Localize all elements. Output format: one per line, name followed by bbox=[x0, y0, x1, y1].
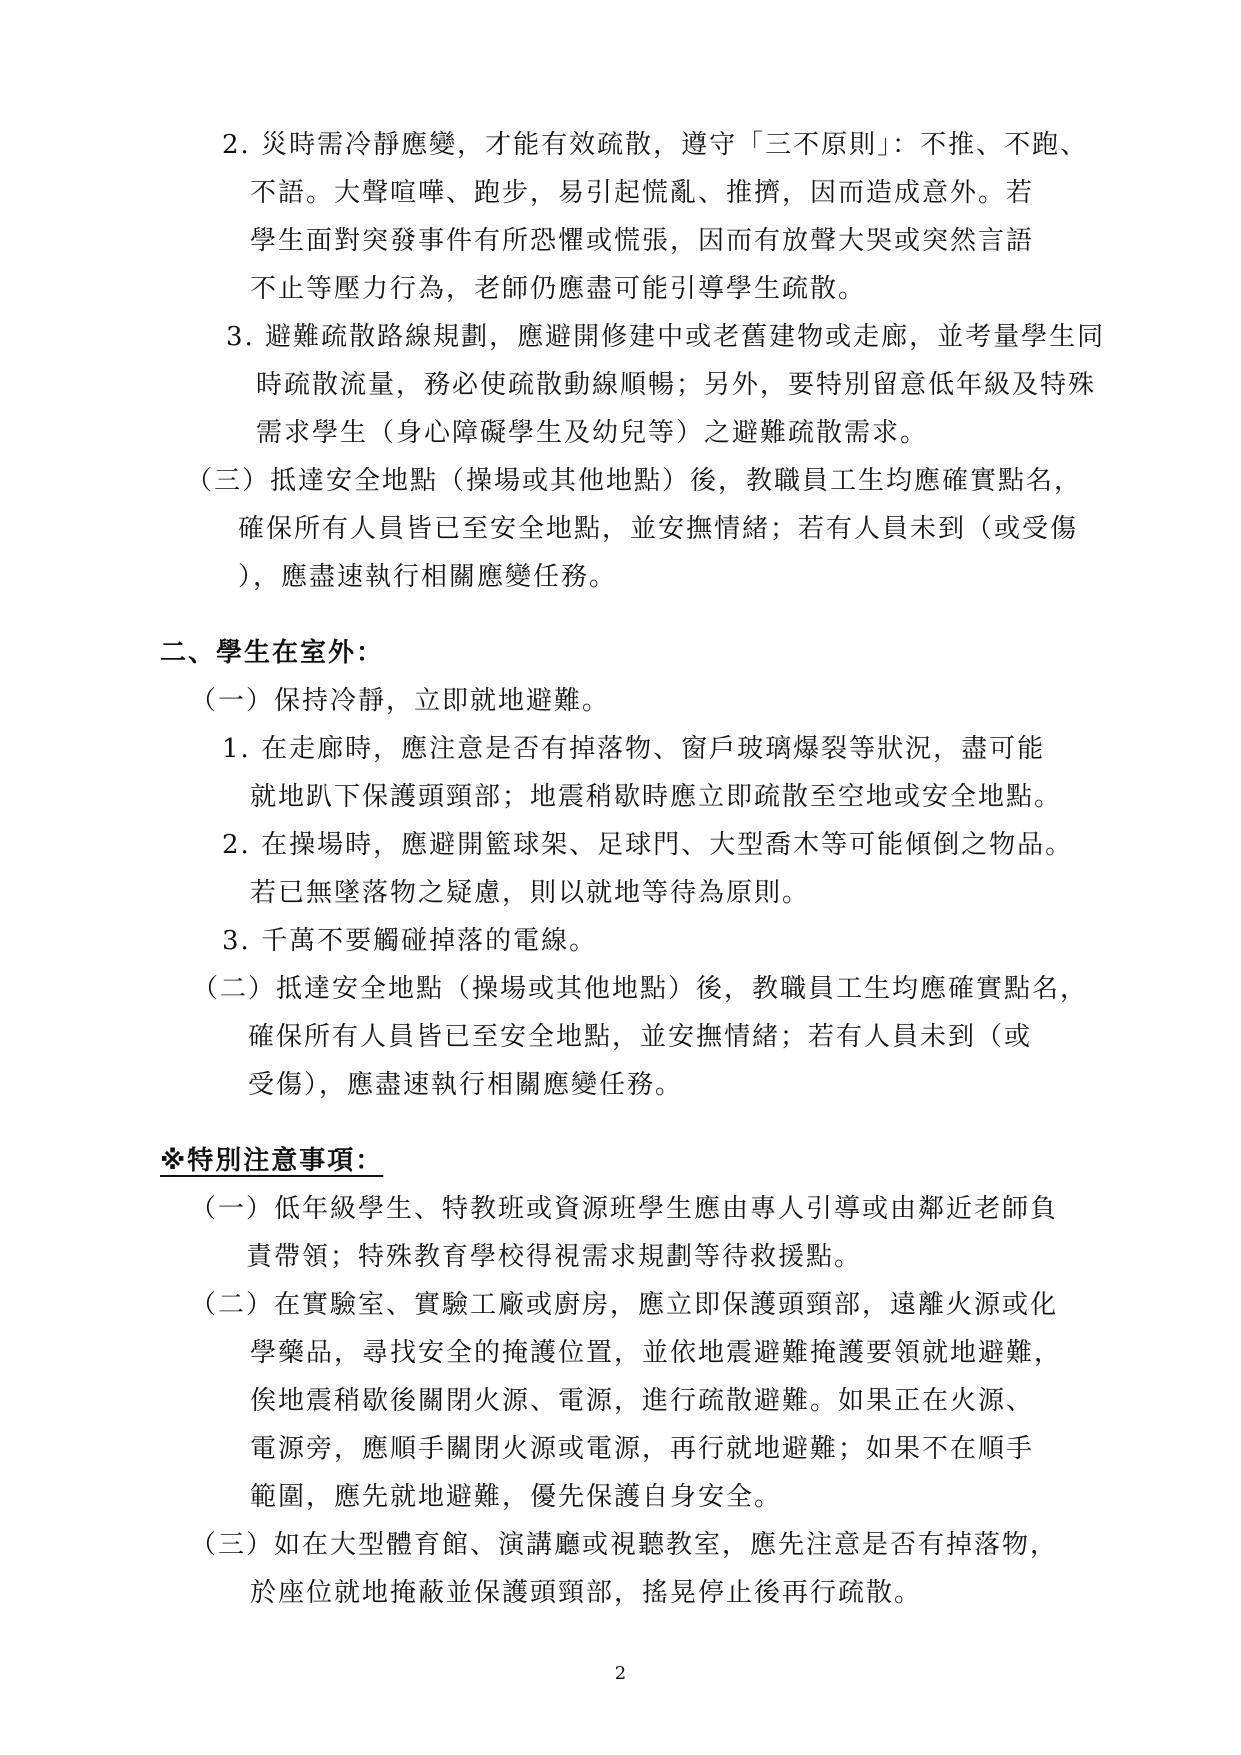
text-line: （三）如在大型體育館、演講廳或視聽教室，應先注意是否有掉落物， bbox=[190, 1530, 1059, 1560]
text-line: 若已無墜落物之疑慮，則以就地等待為原則。 bbox=[250, 878, 811, 908]
text-line: （二）在實驗室、實驗工廠或廚房，應立即保護頭頸部，遠離火源或化 bbox=[190, 1290, 1059, 1320]
text-line: 受傷），應盡速執行相關應變任務。 bbox=[248, 1070, 684, 1100]
text-line: （一）保持冷靜，立即就地避難。 bbox=[190, 686, 611, 716]
text-line: 責帶領；特殊教育學校得視需求規劃等待救援點。 bbox=[246, 1242, 863, 1272]
section-heading-outdoor: 二、學生在室外： bbox=[160, 638, 385, 668]
text-line: 確保所有人員皆已至安全地點，並安撫情緒；若有人員未到（或 bbox=[248, 1022, 1033, 1052]
text-line: 3. 千萬不要觸碰掉落的電線。 bbox=[222, 926, 598, 956]
text-line: 俟地震稍歇後關閉火源、電源，進行疏散避難。如果正在火源、 bbox=[250, 1386, 1035, 1416]
text-line: 確保所有人員皆已至安全地點，並安撫情緒；若有人員未到（或受傷 bbox=[238, 514, 1079, 544]
page-number: 2 bbox=[614, 1663, 627, 1684]
text-line: （三）抵達安全地點（操場或其他地點）後，教職員工生均應確實點名， bbox=[186, 466, 1083, 496]
text-line: 2. 災時需冷靜應變，才能有效疏散，遵守「三不原則」：不推、不跑、 bbox=[222, 130, 1089, 160]
text-line: 於座位就地掩蔽並保護頭頸部，搖晃停止後再行疏散。 bbox=[250, 1578, 923, 1608]
text-line: （二）抵達安全地點（操場或其他地點）後，教職員工生均應確實點名， bbox=[192, 974, 1089, 1004]
section-heading-notes: ※特別注意事項： bbox=[160, 1146, 384, 1176]
text-line: ），應盡速執行相關應變任務。 bbox=[238, 562, 618, 592]
text-line: 就地趴下保護頭頸部；地震稍歇時應立即疏散至空地或安全地點。 bbox=[250, 782, 1063, 812]
text-line: 2. 在操場時，應避開籃球架、足球門、大型喬木等可能傾倒之物品。 bbox=[222, 830, 1074, 860]
text-line: 學藥品，尋找安全的掩護位置，並依地震避難掩護要領就地避難， bbox=[250, 1338, 1063, 1368]
text-line: （一）低年級學生、特教班或資源班學生應由專人引導或由鄰近老師負 bbox=[190, 1194, 1059, 1224]
text-line: 範圍，應先就地避難，優先保護自身安全。 bbox=[250, 1482, 783, 1512]
text-line: 需求學生（身心障礙學生及幼兒等）之避難疏散需求。 bbox=[256, 418, 929, 448]
text-line: 學生面對突發事件有所恐懼或慌張，因而有放聲大哭或突然言語 bbox=[250, 226, 1035, 256]
text-line: 電源旁，應順手關閉火源或電源，再行就地避難；如果不在順手 bbox=[250, 1434, 1035, 1464]
text-line: 1. 在走廊時，應注意是否有掉落物、窗戶玻璃爆裂等狀況，盡可能 bbox=[222, 734, 1046, 764]
text-line: 不止等壓力行為，老師仍應盡可能引導學生疏散。 bbox=[250, 274, 867, 304]
text-line: 不語。大聲喧嘩、跑步，易引起慌亂、推擠，因而造成意外。若 bbox=[250, 178, 1035, 208]
text-line: 3. 避難疏散路線規劃，應避開修建中或老舊建物或走廊，並考量學生同 bbox=[226, 322, 1106, 352]
text-line: 時疏散流量，務必使疏散動線順暢；另外，要特別留意低年級及特殊 bbox=[256, 370, 1097, 400]
